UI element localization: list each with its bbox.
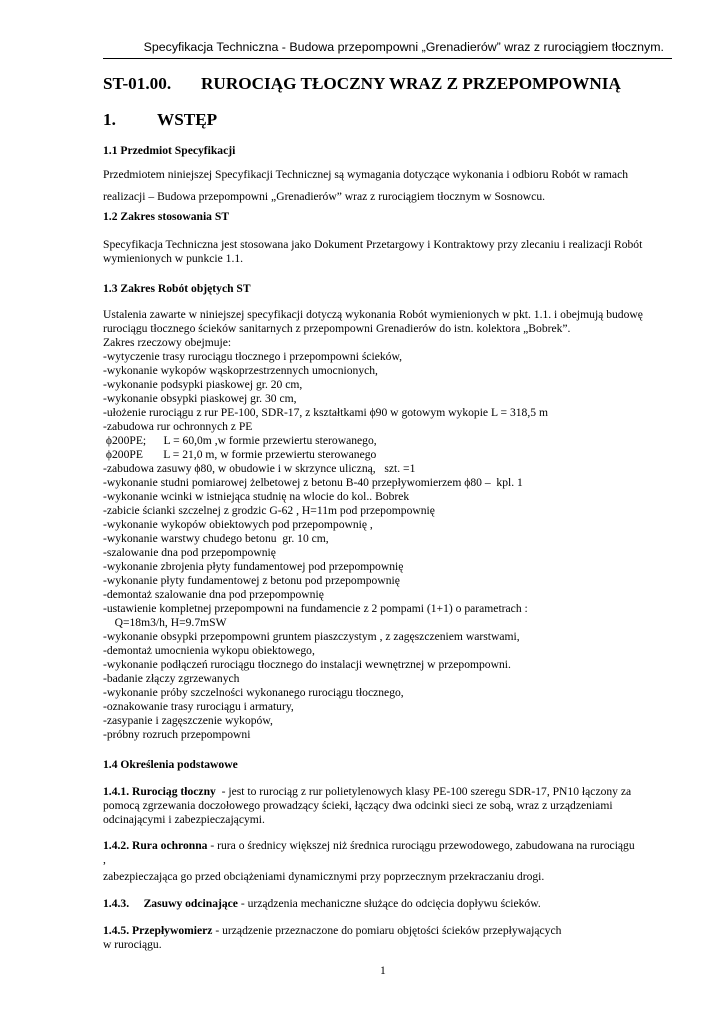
scope-line: -wykonanie studni pomiarowej żelbetowej z betonu B-40 przepływomierzem ϕ80 – kpl. 1	[103, 476, 523, 489]
scope-line: -ułożenie rurociągu z rur PE-100, SDR-17, z kształtkami ϕ90 w gotowym wykopie L = 318,5 m	[103, 406, 548, 419]
scope-line: -zabicie ścianki szczelnej z grodzic G-62 , H=11m pod przepompownię	[103, 504, 435, 517]
definition-text: pomocą zgrzewania doczołowego prowadzący ścieki, łączący dwa odcinki sieci ze sobą, wraz z urządzeniami	[103, 799, 613, 812]
definition-text: - urządzenia mechaniczne służące do odcięcia dopływu ścieków.	[237, 897, 541, 910]
scope-line: -zasypanie i zagęszczenie wykopów,	[103, 714, 273, 727]
definition-text: w rurociągu.	[103, 938, 162, 951]
definition-term: 1.4.5. Przepływomierz	[103, 924, 213, 937]
definition-przeplywomierz	[103, 924, 673, 952]
document-title	[103, 74, 673, 97]
paragraph-1-1-line2: realizacji – Budowa przepompowni „Grenadierów” wraz z rurociągiem tłocznym w Sosnowcu.	[103, 190, 546, 203]
document-title-text: RUROCIĄG TŁOCZNY WRAZ Z PRZEPOMPOWNIĄ	[201, 74, 621, 93]
scope-line: -demontaż umocnienia wykopu obiektowego,	[103, 644, 315, 657]
scope-line: -wytyczenie trasy rurociągu tłocznego i przepompowni ścieków,	[103, 350, 402, 363]
scope-line: -wykonanie obsypki piaskowej gr. 30 cm,	[103, 392, 297, 405]
definition-term: 1.4.3. Zasuwy odcinające	[103, 897, 238, 910]
scope-line: Zakres rzeczowy obejmuje:	[103, 336, 232, 349]
scope-list	[103, 308, 673, 742]
scope-line: -wykonanie obsypki przepompowni gruntem piaszczystym , z zagęszczeniem warstwami,	[103, 630, 520, 643]
paragraph-1-2-line2: wymienionych w punkcie 1.1.	[103, 252, 244, 265]
definition-term: 1.4.1. Rurociąg tłoczny	[103, 785, 216, 798]
page-number: 1	[380, 964, 386, 977]
scope-line: ϕ200PE L = 21,0 m, w formie przewiertu sterowanego	[103, 448, 377, 461]
scope-line: -wykonanie wykopów wąskoprzestrzennych umocnionych,	[103, 364, 378, 377]
scope-line: -oznakowanie trasy rurociągu i armatury,	[103, 700, 294, 713]
scope-line: -wykonanie wykopów obiektowych pod przepompownię ,	[103, 518, 373, 531]
header-rule	[103, 58, 672, 59]
definition-term: 1.4.2. Rura ochronna	[103, 839, 208, 852]
scope-line: -szalowanie dna pod przepompownię	[103, 546, 276, 559]
scope-line: ϕ200PE; L = 60,0m ,w formie przewiertu sterowanego,	[103, 434, 377, 447]
scope-line: -wykonanie próby szczelności wykonanego rurociągu tłocznego,	[103, 686, 404, 699]
scope-line: -badanie złączy zgrzewanych	[103, 672, 240, 685]
subsection-heading-1-3: 1.3 Zakres Robót objętych ST	[103, 282, 251, 295]
scope-line: -zabudowa zasuwy ϕ80, w obudowie i w skrzynce uliczną, szt. =1	[103, 462, 416, 475]
definition-text: zabezpieczająca go przed obciążeniami dynamicznymi przy poprzecznym przekraczaniu drogi.	[103, 870, 545, 883]
scope-line: -wykonanie zbrojenia płyty fundamentowej pod przepompownię	[103, 560, 404, 573]
scope-line: -próbny rozruch przepompowni	[103, 728, 251, 741]
paragraph-1-1-line1: Przedmiotem niniejszej Specyfikacji Technicznej są wymagania dotyczące wykonania i odbioru Robót w ramach	[103, 168, 629, 181]
section-number: 1.	[103, 110, 116, 129]
definition-text: - rura o średnicy większej niż średnica rurociągu przewodowego, zabudowana na rurociągu	[207, 839, 635, 852]
scope-line: -wykonanie płyty fundamentowej z betonu pod przepompownię	[103, 574, 400, 587]
document-code: ST-01.00.	[103, 74, 172, 93]
definition-text: ,	[103, 853, 106, 866]
definition-text: - jest to rurociąg z rur polietylenowych klasy PE-100 szeregu SDR-17, PN10 łączony za	[215, 785, 632, 798]
subsection-heading-1-2: 1.2 Zakres stosowania ST	[103, 210, 230, 223]
scope-line: Q=18m3/h, H=9.7mSW	[103, 616, 227, 629]
definition-rurociag-tloczny	[103, 785, 673, 827]
scope-line: -wykonanie wcinki w istniejąca studnię na wlocie do kol.. Bobrek	[103, 490, 410, 503]
scope-line: -demontaż szalowanie dna pod przepompownię	[103, 588, 324, 601]
definition-text: - urządzenie przeznaczone do pomiaru objętości ścieków przepływających	[212, 924, 562, 937]
scope-line: -zabudowa rur ochronnych z PE	[103, 420, 253, 433]
scope-line: -wykonanie podłączeń rurociągu tłocznego do instalacji wewnętrznej w przepompowni.	[103, 658, 511, 671]
scope-line: -wykonanie podsypki piaskowej gr. 20 cm,	[103, 378, 303, 391]
running-header: Specyfikacja Techniczna - Budowa przepompowni „Grenadierów” wraz z rurociągiem tłocznym.	[143, 40, 664, 54]
scope-line: -wykonanie warstwy chudego betonu gr. 10 cm,	[103, 532, 329, 545]
definition-text: odcinającymi i zabezpieczającymi.	[103, 813, 265, 826]
section-title: WSTĘP	[157, 110, 218, 129]
definition-rura-ochronna	[103, 839, 673, 884]
subsection-heading-1-4: 1.4 Określenia podstawowe	[103, 758, 238, 771]
paragraph-1-2-line1: Specyfikacja Techniczna jest stosowana jako Dokument Przetargowy i Kontraktowy przy zlecaniu i realizacji Robót	[103, 238, 643, 251]
scope-line: rurociągu tłocznego ścieków sanitarnych z przepompowni Grenadierów do istn. kolektora „Bobrek”.	[103, 322, 571, 335]
document-body	[103, 74, 673, 952]
scope-line: Ustalenia zawarte w niniejszej specyfikacji dotyczą wykonania Robót wymienionych w pkt. 1.1. i obejmują budowę	[103, 308, 643, 321]
scope-line: -ustawienie kompletnej przepompowni na fundamencie z 2 pompami (1+1) o parametrach :	[103, 602, 528, 615]
subsection-heading-1-1: 1.1 Przedmiot Specyfikacji	[103, 144, 236, 157]
definition-zasuwy-odcinajace	[103, 897, 673, 911]
section-heading	[103, 110, 673, 135]
